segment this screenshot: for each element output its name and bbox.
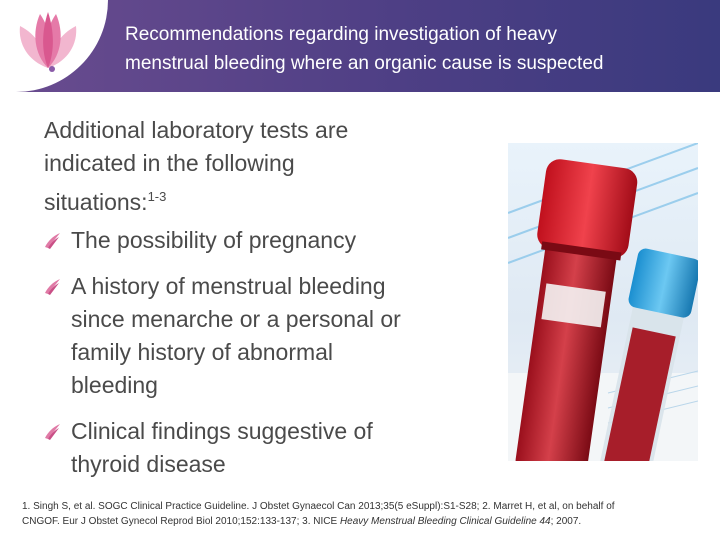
bullet-text-line: Clinical findings suggestive of bbox=[71, 418, 373, 444]
bullet-item-pregnancy bbox=[44, 224, 444, 257]
slide-title-line-1: Recommendations regarding investigation of heavy bbox=[125, 24, 557, 45]
footnote-part-2: CNGOF. Eur J Obstet Gynecol Reprod Biol 2010;152:133-137; 3. NICE bbox=[22, 516, 340, 527]
pink-brush-stroke-icon bbox=[44, 231, 62, 249]
footnote-guideline-title: Heavy Menstrual Bleeding Clinical Guideline 44 bbox=[339, 516, 551, 527]
footnote-part-1: 1. Singh S, et al. SOGC Clinical Practice Guideline. J Obstet Gynaecol Can 2013;35(5 eSuppl):S1-S28; 2. Marret H, et al, on behalf of bbox=[22, 501, 615, 512]
bullet-list bbox=[44, 224, 444, 494]
blood-tubes-photo bbox=[508, 143, 698, 461]
intro-reference-marker: 1-3 bbox=[147, 189, 167, 204]
bullet-text-line: family history of abnormal bbox=[71, 339, 334, 365]
header-bar bbox=[0, 0, 720, 92]
intro-situations: situations: bbox=[44, 189, 148, 215]
footnote-part-3: ; 2007. bbox=[550, 516, 582, 527]
bullet-text-line: bleeding bbox=[71, 372, 158, 398]
bullet-text-line: since menarche or a personal or bbox=[71, 306, 401, 332]
slide-title bbox=[125, 20, 705, 78]
bullet-item-thyroid bbox=[44, 415, 444, 481]
blood-sample-tubes-image bbox=[508, 143, 698, 461]
pink-brush-stroke-icon bbox=[44, 277, 62, 295]
intro-line-1: Additional laboratory tests are bbox=[44, 117, 349, 143]
logo-area bbox=[0, 0, 108, 92]
intro-line-3 bbox=[44, 180, 444, 219]
bullet-text-line: A history of menstrual bleeding bbox=[71, 273, 386, 299]
slide-title-line-2: menstrual bleeding where an organic cause is suspected bbox=[125, 53, 604, 74]
bullet-text-line: The possibility of pregnancy bbox=[71, 227, 357, 253]
references-footnote bbox=[22, 499, 702, 529]
pink-brush-stroke-icon bbox=[44, 422, 62, 440]
lotus-logo-icon bbox=[8, 6, 88, 76]
bullet-text-line: thyroid disease bbox=[71, 451, 226, 477]
bullet-item-bleeding-history bbox=[44, 270, 444, 402]
intro-text bbox=[44, 114, 444, 219]
intro-line-2: indicated in the following bbox=[44, 150, 295, 176]
